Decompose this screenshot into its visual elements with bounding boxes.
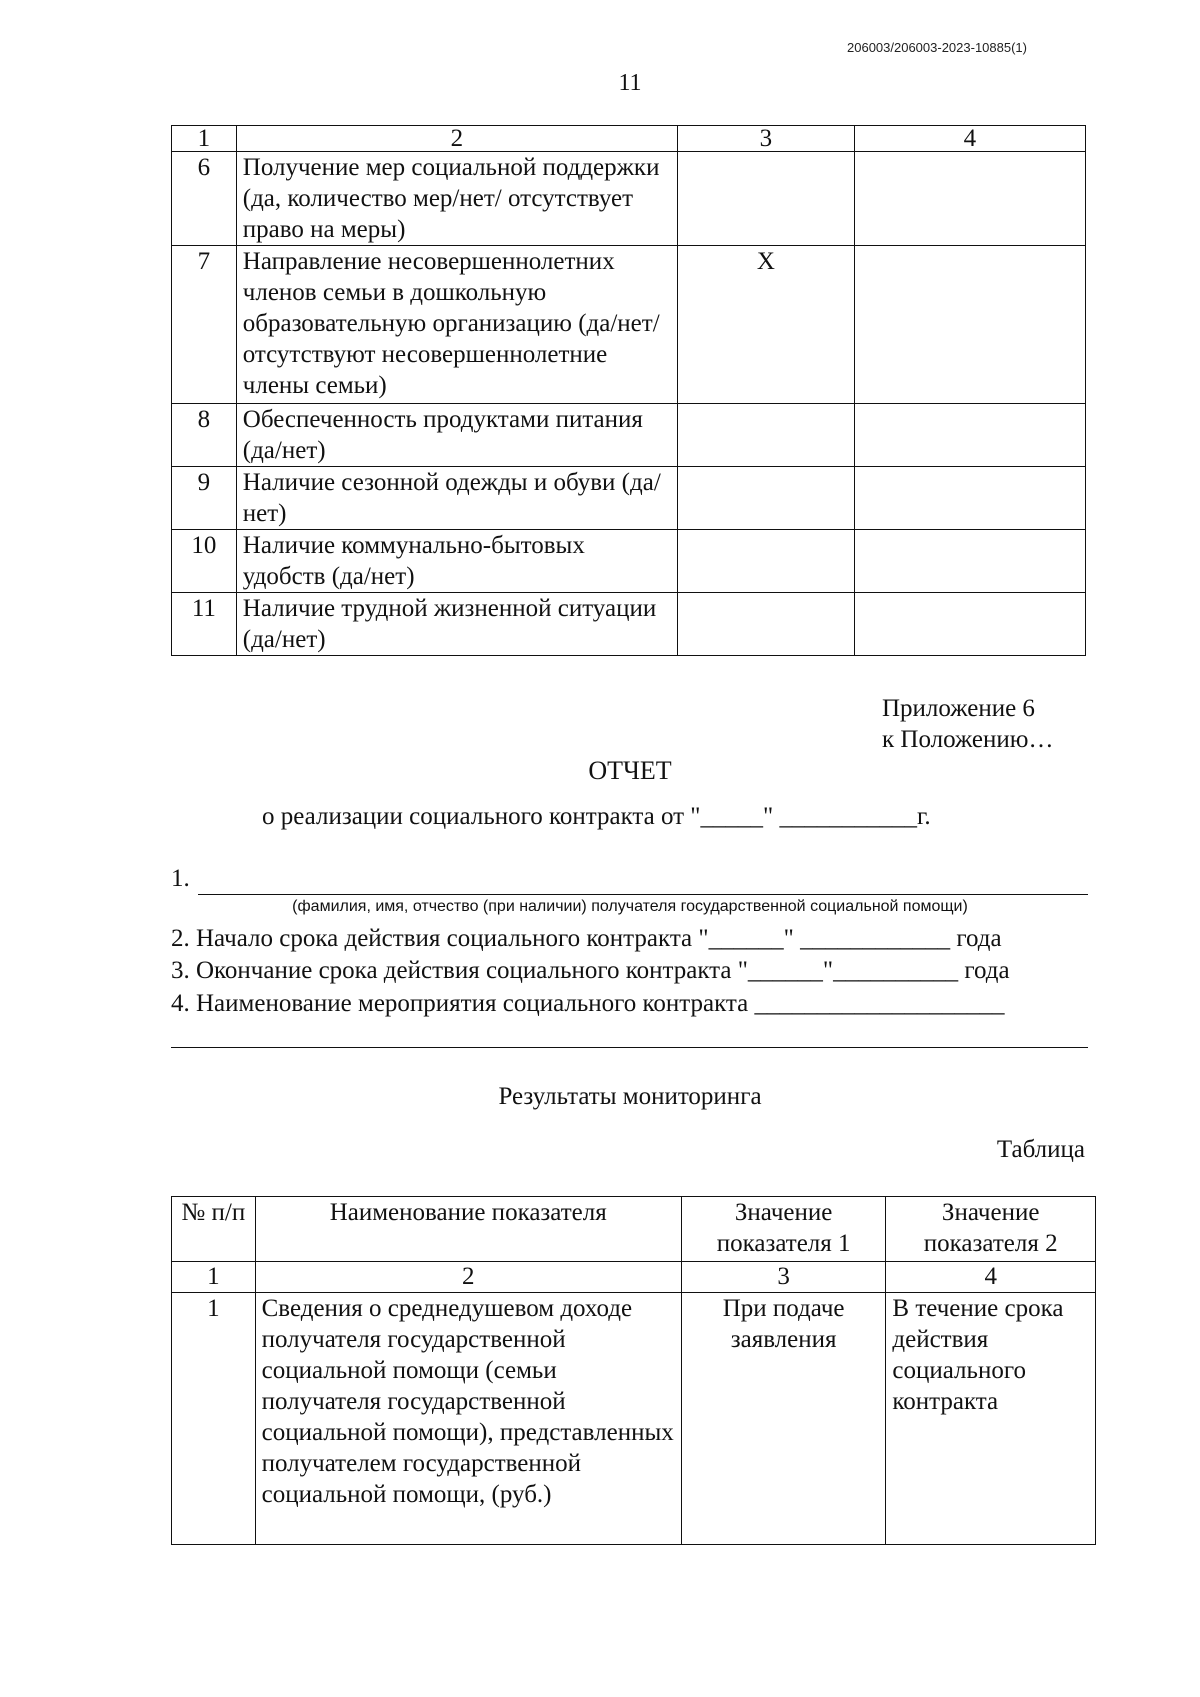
row-text: Направление несовершеннолетних членов семьи в дошкольную образовательную организацию (да/нет/отсутствуют несовершеннолетние члены семьи) [236, 246, 677, 404]
table-row [172, 530, 1086, 593]
row-value-3 [678, 152, 855, 246]
row-text: Получение мер социальной поддержки (да, количество мер/нет/ отсутствует право на меры) [236, 152, 677, 246]
annex-line-2: к Положению… [882, 726, 1054, 753]
indicator-value-1: При подаче заявления [681, 1293, 886, 1545]
monitoring-table [171, 1196, 1096, 1545]
row-number: 8 [172, 404, 237, 467]
row-number: 10 [172, 530, 237, 593]
form-item-4: 4. Наименование мероприятия социального контракта ____________________ [171, 990, 1005, 1017]
table-header-row [172, 1197, 1096, 1262]
table-row [172, 593, 1086, 656]
annex-reference [882, 693, 1053, 755]
row-value-4 [854, 246, 1085, 404]
table-row [172, 152, 1086, 246]
header-indicator-name: Наименование показателя [255, 1197, 681, 1262]
header-value-1: Значение показателя 1 [681, 1197, 886, 1262]
column-number-1: 1 [172, 1262, 256, 1293]
page-number: 11 [618, 70, 642, 96]
header-cell-3: 3 [678, 126, 855, 152]
row-text: Наличие трудной жизненной ситуации (да/нет) [236, 593, 677, 656]
form-item-1 [171, 865, 190, 893]
table-row [172, 1293, 1096, 1545]
row-text: Обеспеченность продуктами питания (да/нет) [236, 404, 677, 467]
form-item-3: 3. Окончание срока действия социального контракта "______"__________ года [171, 957, 1010, 984]
column-number-4: 4 [886, 1262, 1096, 1293]
column-number-3: 3 [681, 1262, 886, 1293]
form-item-2: 2. Начало срока действия социального контракта "______" ____________ года [171, 925, 1002, 952]
indicator-name: Сведения о среднедушевом доходе получателя государственной социальной помощи (семьи получателя государственной социальной помощи), представленных получателем государственной социальной помощи, (руб.) [255, 1293, 681, 1545]
row-value-4 [854, 530, 1085, 593]
table-row [172, 404, 1086, 467]
indicator-value-2: В течение срока действия социального контракта [886, 1293, 1096, 1545]
form-item-1-fill-line [198, 894, 1088, 895]
row-text: Наличие сезонной одежды и обуви (да/нет) [236, 467, 677, 530]
table-row [172, 246, 1086, 404]
header-number: № п/п [172, 1197, 256, 1262]
row-number: 1 [172, 1293, 256, 1545]
row-value-3 [678, 593, 855, 656]
column-number-2: 2 [255, 1262, 681, 1293]
row-value-3 [678, 530, 855, 593]
table-label: Таблица [996, 1136, 1085, 1163]
table-row [172, 467, 1086, 530]
document-id: 206003/206003-2023-10885(1) [847, 40, 1027, 55]
header-cell-1: 1 [172, 126, 237, 152]
row-value-4 [854, 467, 1085, 530]
row-text: Наличие коммунально-бытовых удобств (да/нет) [236, 530, 677, 593]
row-number: 9 [172, 467, 237, 530]
row-value-4 [854, 152, 1085, 246]
annex-line-1: Приложение 6 [882, 695, 1035, 722]
row-value-4 [854, 593, 1085, 656]
form-item-1-caption: (фамилия, имя, отчество (при наличии) получателя государственной социальной помощи) [292, 898, 968, 915]
table-header-row [172, 126, 1086, 152]
row-value-3 [678, 404, 855, 467]
report-subtitle: о реализации социального контракта от "_____" ___________г. [262, 803, 931, 830]
form-item-4-continuation-line [171, 1047, 1088, 1048]
column-number-row [172, 1262, 1096, 1293]
form-item-1-number: 1. [171, 865, 190, 892]
header-value-2: Значение показателя 2 [886, 1197, 1096, 1262]
row-value-4 [854, 404, 1085, 467]
row-number: 11 [172, 593, 237, 656]
header-cell-2: 2 [236, 126, 677, 152]
row-number: 6 [172, 152, 237, 246]
row-value-3 [678, 467, 855, 530]
header-cell-4: 4 [854, 126, 1085, 152]
monitoring-title: Результаты мониторинга [498, 1083, 762, 1110]
row-number: 7 [172, 246, 237, 404]
row-value-3: X [678, 246, 855, 404]
assessment-table-continued [171, 125, 1086, 656]
report-title: ОТЧЕТ [588, 756, 672, 785]
